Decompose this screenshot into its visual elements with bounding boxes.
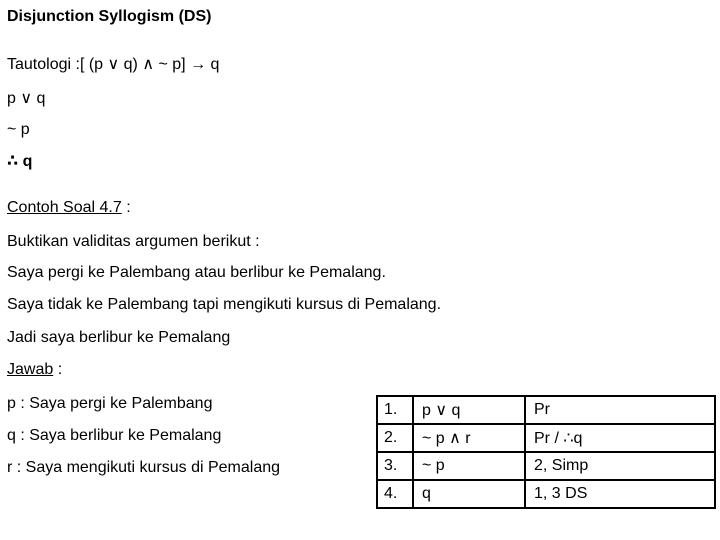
proof-step-number: 4. bbox=[377, 480, 413, 508]
tautology-formula: Tautologi :[ (p ∨ q) ∧ ~ p] → q bbox=[7, 56, 220, 73]
proof-step-number: 3. bbox=[377, 452, 413, 480]
proof-step-number: 2. bbox=[377, 424, 413, 452]
conclusion: ∴ q bbox=[7, 153, 33, 170]
answer-heading bbox=[7, 360, 62, 380]
definition-q: q : Saya berlibur ke Pemalang bbox=[7, 427, 222, 444]
premise-1: p ∨ q bbox=[7, 90, 46, 107]
proof-statement: q bbox=[413, 480, 525, 508]
example-heading bbox=[7, 198, 131, 218]
proof-row bbox=[377, 480, 715, 508]
proof-statement: ~ p ∧ r bbox=[413, 424, 525, 452]
example-heading-colon: : bbox=[121, 199, 131, 216]
proof-row bbox=[377, 396, 715, 424]
proof-step-number: 1. bbox=[377, 396, 413, 424]
definition-p: p : Saya pergi ke Palembang bbox=[7, 395, 213, 412]
proof-reason: 1, 3 DS bbox=[525, 480, 715, 508]
argument-line-2: Saya tidak ke Palembang tapi mengikuti kursus di Pemalang. bbox=[7, 296, 442, 313]
proof-statement: ~ p bbox=[413, 452, 525, 480]
proof-reason: Pr / ∴q bbox=[525, 424, 715, 452]
page-title: Disjunction Syllogism (DS) bbox=[7, 8, 212, 25]
proof-reason: 2, Simp bbox=[525, 452, 715, 480]
argument-line-1: Saya pergi ke Palembang atau berlibur ke Pemalang. bbox=[7, 264, 386, 281]
proof-reason: Pr bbox=[525, 396, 715, 424]
example-heading-label: Contoh Soal 4.7 bbox=[7, 199, 122, 216]
instruction: Buktikan validitas argumen berikut : bbox=[7, 233, 260, 250]
proof-statement: p ∨ q bbox=[413, 396, 525, 424]
answer-label: Jawab bbox=[7, 361, 54, 378]
proof-table bbox=[376, 395, 716, 509]
proof-row bbox=[377, 452, 715, 480]
proof-row bbox=[377, 424, 715, 452]
answer-colon: : bbox=[53, 361, 63, 378]
definition-r: r : Saya mengikuti kursus di Pemalang bbox=[7, 459, 281, 476]
argument-line-3: Jadi saya berlibur ke Pemalang bbox=[7, 329, 231, 346]
premise-2: ~ p bbox=[7, 121, 30, 138]
